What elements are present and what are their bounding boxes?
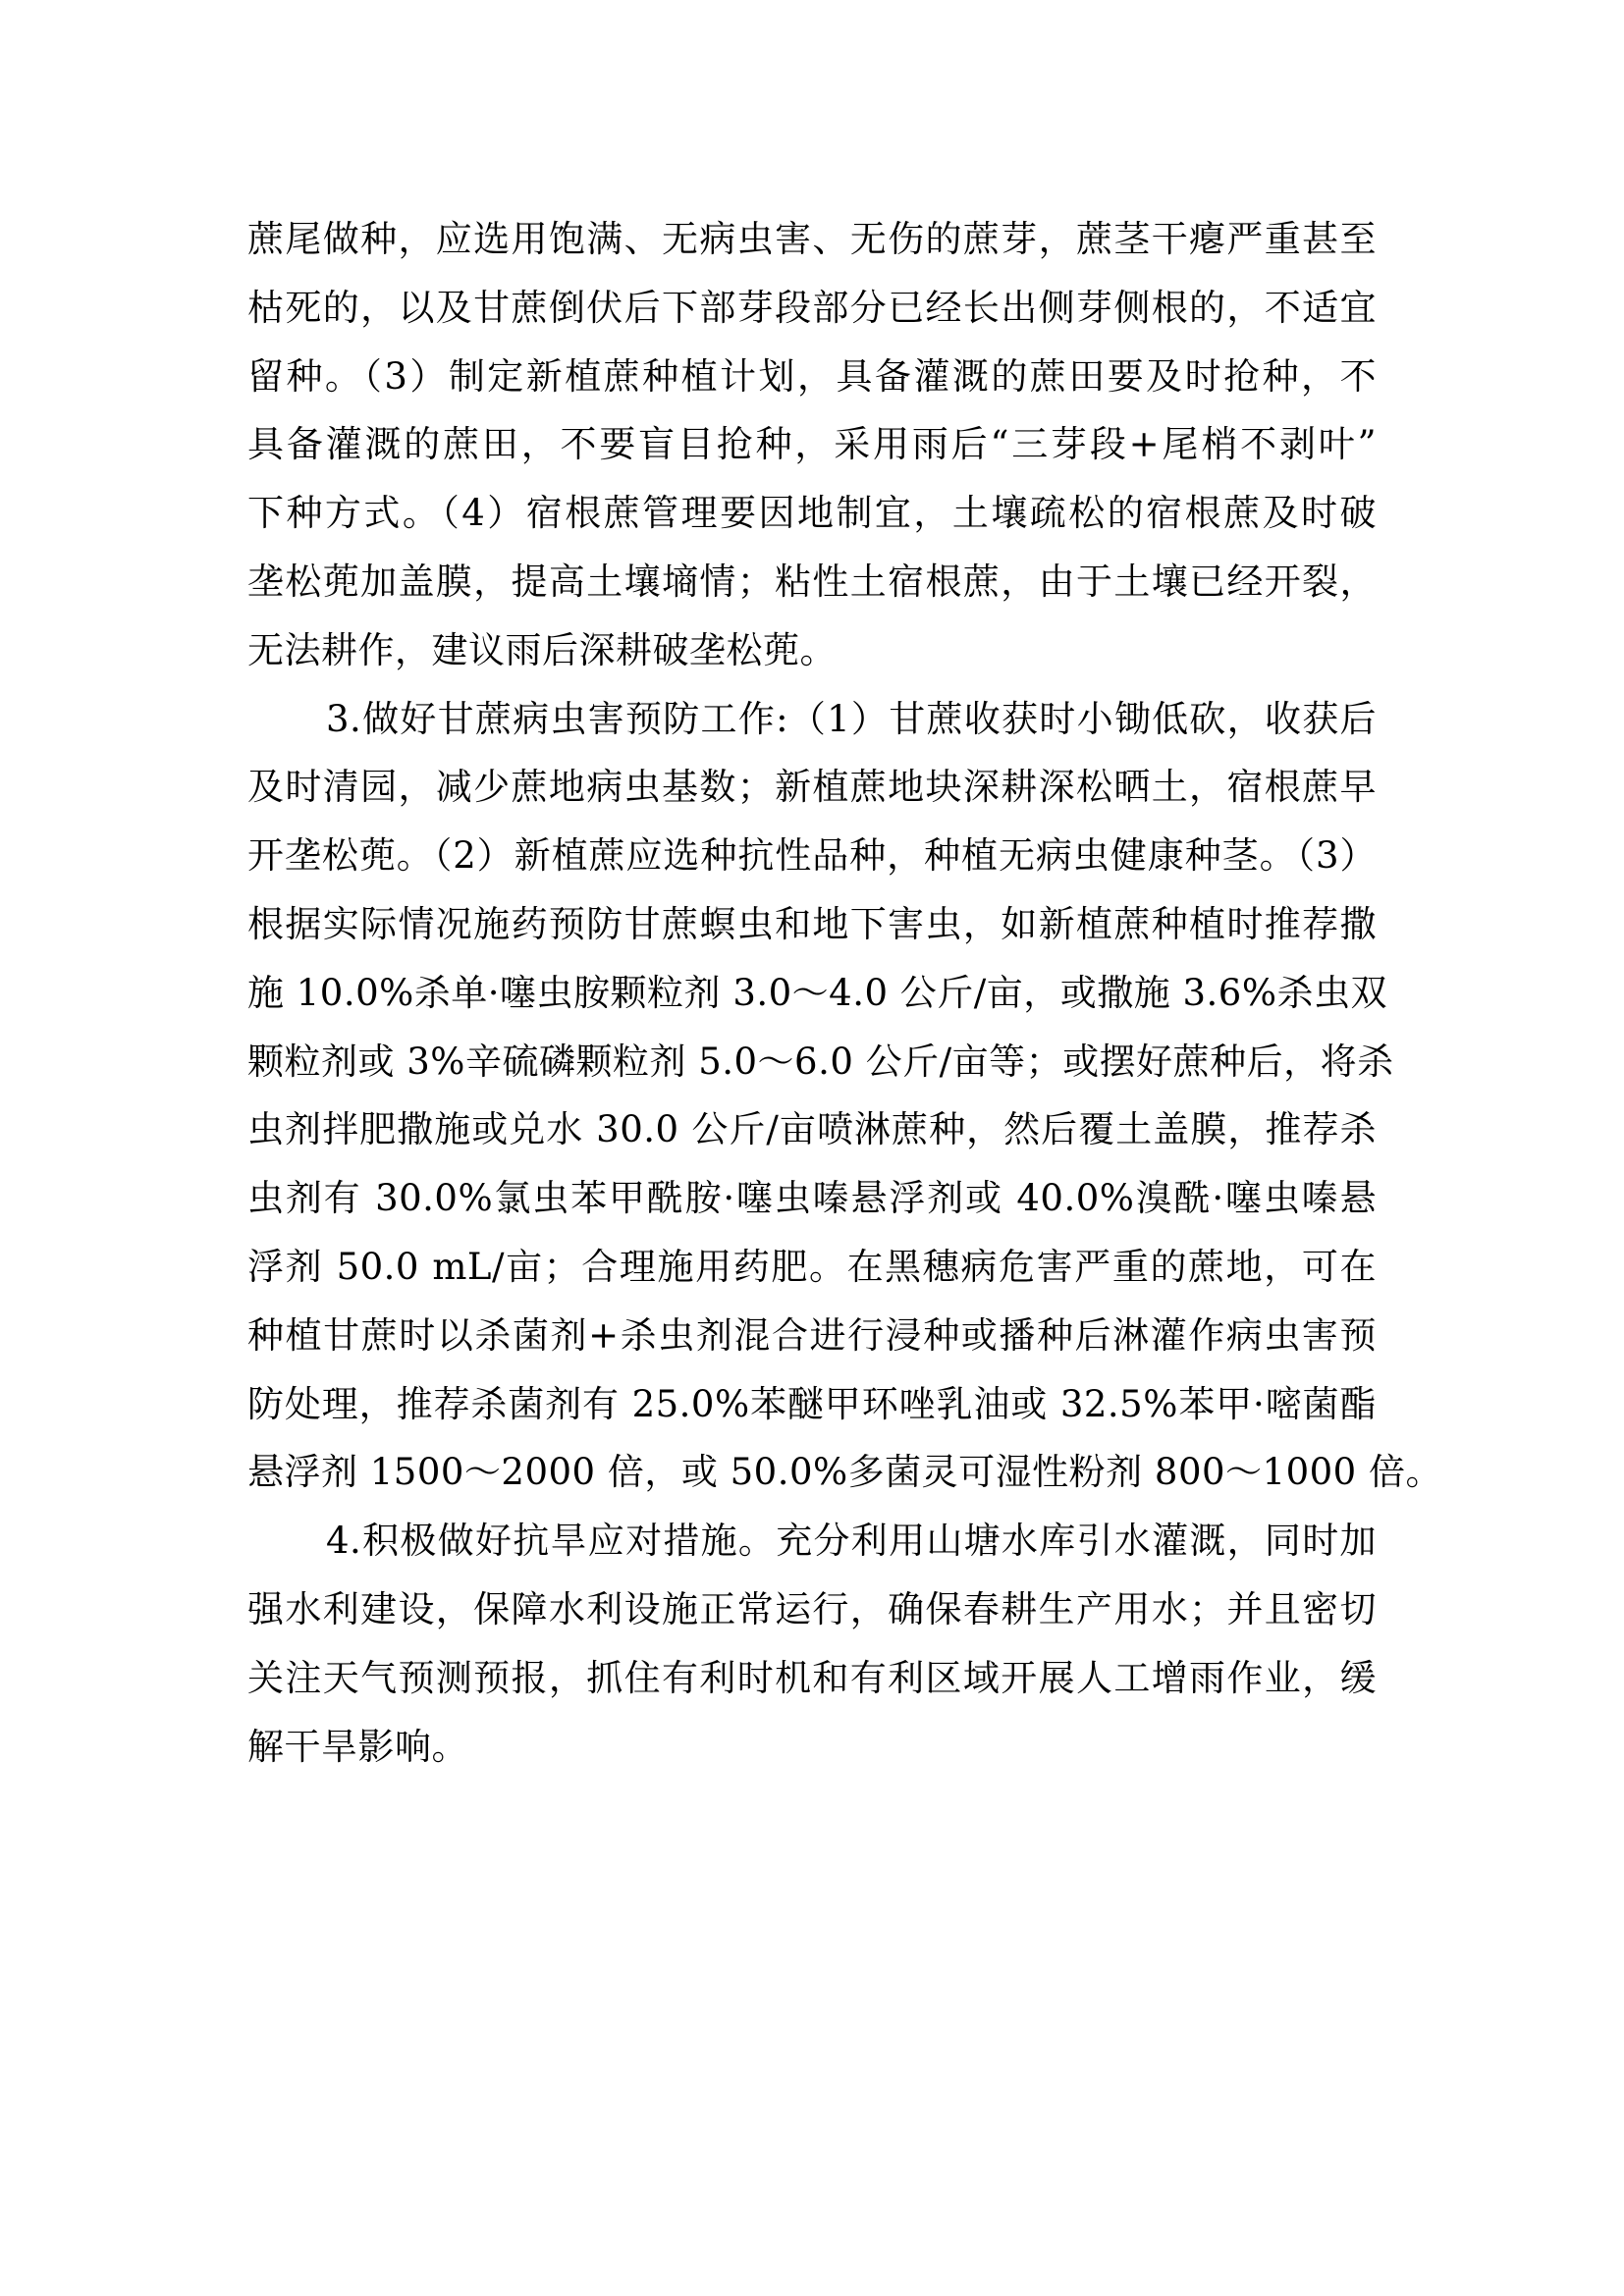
text-line: 枯死的，以及甘蔗倒伏后下部芽段部分已经长出侧芽侧根的，不适宜 [247,286,1377,329]
paragraph-drought-response [247,1514,1377,1788]
text-line: 蔗尾做种，应选用饱满、无病虫害、无伤的蔗芽，蔗茎干瘪严重甚至 [247,218,1377,260]
paragraph-continuation [247,212,1377,692]
text-line: 虫剂有 30.0%氯虫苯甲酰胺·噻虫嗪悬浮剂或 40.0%溴酰·噻虫嗪悬 [247,1177,1377,1220]
text-line: 留种。（3）制定新植蔗种植计划，具备灌溉的蔗田要及时抢种，不 [247,354,1377,398]
text-line: 根据实际情况施药预防甘蔗螟虫和地下害虫，如新植蔗种植时推荐撒 [247,902,1377,945]
body-text [247,212,1442,1788]
text-line: 及时清园，减少蔗地病虫基数；新植蔗地块深耕深松晒土，宿根蔗早 [247,766,1377,809]
text-line: 防处理，推荐杀菌剂有 25.0%苯醚甲环唑乳油或 32.5%苯甲·嘧菌酯 [247,1382,1377,1425]
text-line: 开垄松蔸。（2）新植蔗应选种抗性品种，种植无病虫健康种茎。（3） [247,834,1377,878]
text-line: 无法耕作，建议雨后深耕破垄松蔸。 [247,628,837,671]
text-line: 悬浮剂 1500～2000 倍，或 50.0%多菌灵可湿性粉剂 800～1000 倍。 [247,1451,1442,1494]
text-line: 解干旱影响。 [247,1725,468,1768]
text-line: 浮剂 50.0 mL/亩；合理施用药肥。在黑穗病危害严重的蔗地，可在 [247,1245,1377,1288]
paragraph-pest-prevention [247,692,1442,1515]
text-line: 下种方式。（4）宿根蔗管理要因地制宜，土壤疏松的宿根蔗及时破 [247,492,1377,535]
text-line: 关注天气预测预报，抓住有利时机和有利区域开展人工增雨作业，缓 [247,1656,1377,1699]
text-line: 3.做好甘蔗病虫害预防工作:（1）甘蔗收获时小锄低砍，收获后 [326,697,1377,740]
text-line: 种植甘蔗时以杀菌剂+杀虫剂混合进行浸种或播种后淋灌作病虫害预 [247,1313,1377,1357]
text-line: 4.积极做好抗旱应对措施。充分利用山塘水库引水灌溉，同时加 [326,1520,1377,1563]
text-line: 施 10.0%杀单·噻虫胺颗粒剂 3.0～4.0 公斤/亩，或撒施 3.6%杀虫双 [247,971,1387,1014]
text-line: 虫剂拌肥撒施或兑水 30.0 公斤/亩喷淋蔗种，然后覆土盖膜，推荐杀 [247,1108,1377,1151]
text-line: 具备灌溉的蔗田，不要盲目抢种，采用雨后“三芽段+尾梢不剥叶” [247,423,1377,466]
text-line: 颗粒剂或 3%辛硫磷颗粒剂 5.0～6.0 公斤/亩等；或摆好蔗种后，将杀 [247,1040,1394,1083]
text-line: 垄松蔸加盖膜，提高土壤墒情；粘性土宿根蔗，由于土壤已经开裂， [247,560,1377,603]
text-line: 强水利建设，保障水利设施正常运行，确保春耕生产用水；并且密切 [247,1587,1377,1630]
